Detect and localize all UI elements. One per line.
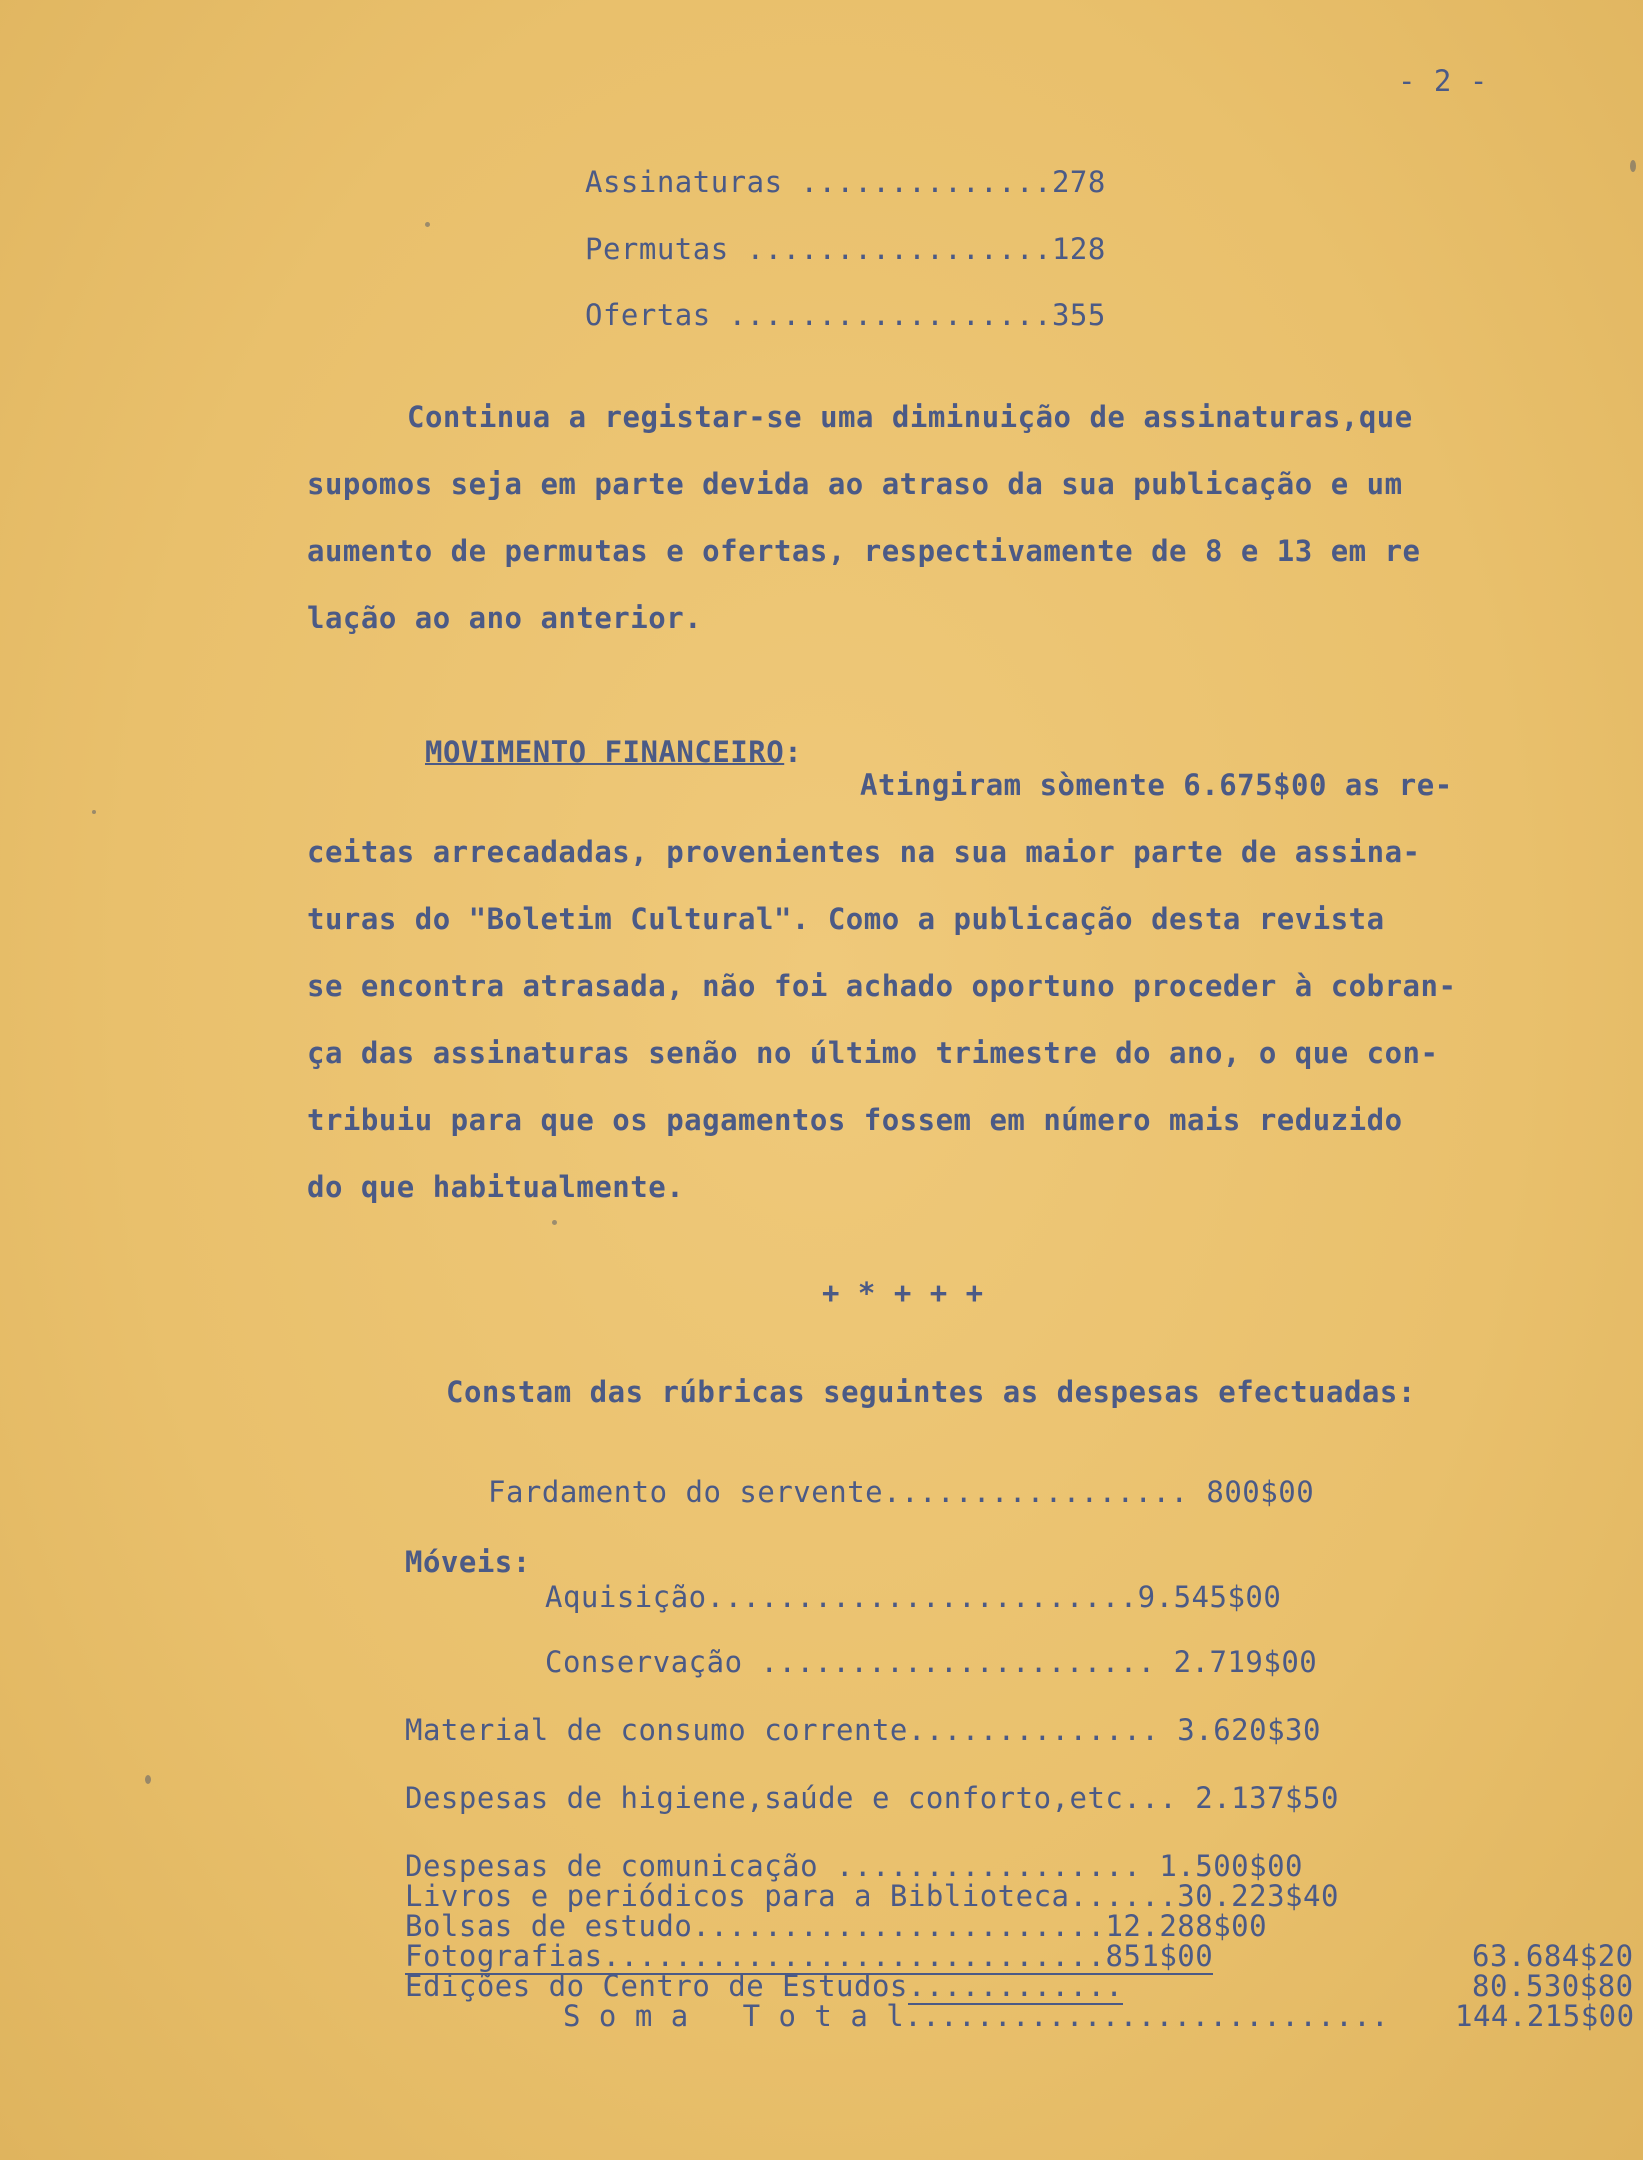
expense-label: Fardamento do servente: [488, 1475, 884, 1509]
expense-row-material: [405, 1713, 1321, 1747]
expense-label: Bolsas de estudo: [405, 1909, 693, 1943]
total-label: S o m a T o t a l: [563, 1999, 905, 2033]
expense-dots: .................: [883, 1475, 1207, 1509]
expense-row-bolsas: [405, 1911, 1267, 1941]
paragraph-line: aumento de permutas e ofertas, respectivamente de 8 e 13 em re: [307, 534, 1421, 568]
expense-dots: ............................: [602, 1939, 1106, 1973]
paper-speck: [552, 1220, 557, 1225]
stat-label: Ofertas: [585, 298, 711, 332]
paper-speck: [92, 810, 96, 814]
section-separator: + * + + +: [822, 1276, 984, 1310]
expense-subtotal: 63.684$20: [1472, 1939, 1634, 1973]
stat-dots: ..................: [710, 298, 1052, 332]
expense-dots: ...: [1123, 1781, 1196, 1815]
paragraph-line: turas do "Boletim Cultural". Como a publicação desta revista: [307, 902, 1385, 936]
expense-value: 30.223$40: [1177, 1879, 1339, 1913]
expense-row-conservacao: [545, 1645, 1317, 1679]
paragraph-line: supomos seja em parte devida ao atraso da sua publicação e um: [307, 467, 1403, 501]
expense-row-livros: [405, 1881, 1339, 1911]
expense-row-fardamento: [488, 1475, 1314, 1509]
stat-row-assinaturas: [585, 165, 1106, 199]
paragraph-line: tribuiu para que os pagamentos fossem em número mais reduzido: [307, 1103, 1403, 1137]
paragraph-line: ceitas arrecadadas, provenientes na sua maior parte de assina-: [307, 835, 1421, 869]
expense-dots: ......................: [742, 1645, 1174, 1679]
paragraph-line: Atingiram sòmente 6.675$00 as re-: [860, 768, 1453, 802]
expense-value: 3.620$30: [1177, 1713, 1321, 1747]
paragraph-line: ça das assinaturas senão no último trimestre do ano, o que con-: [307, 1036, 1439, 1070]
paper-speck: [145, 1775, 151, 1784]
expense-group-heading: Móveis:: [405, 1545, 531, 1579]
paragraph-line: Continua a registar-se uma diminuição de assinaturas,que: [407, 400, 1413, 434]
page-number: - 2 -: [1398, 64, 1488, 98]
expense-dots: ........................: [706, 1580, 1138, 1614]
expense-dots: .......................: [692, 1909, 1106, 1943]
section-heading: [425, 735, 802, 769]
expense-row-total: [563, 2001, 1389, 2031]
expense-edicoes-value: 80.530$80: [1472, 1969, 1634, 2003]
heading-colon: :: [784, 735, 803, 769]
stat-dots: .................: [728, 232, 1052, 266]
expense-value: 1.500$00: [1159, 1849, 1303, 1883]
heading-text: MOVIMENTO FINANCEIRO: [425, 735, 785, 769]
total-value: 144.215$00: [1455, 1999, 1635, 2033]
expense-value: 2.719$00: [1173, 1645, 1318, 1679]
stat-value: 355: [1051, 298, 1106, 332]
expense-row-fotografias: [405, 1941, 1213, 1971]
paragraph-line: do que habitualmente.: [307, 1170, 685, 1204]
expense-row-comunicacao: [405, 1851, 1303, 1881]
paper-speck: [425, 222, 430, 227]
stat-dots: ..............: [782, 165, 1052, 199]
expense-row-aquisicao: [545, 1580, 1281, 1614]
stat-value: 128: [1051, 232, 1106, 266]
paper-speck: [1630, 160, 1636, 172]
total-dots: ...........................: [904, 1999, 1390, 2033]
expense-label: Despesas de higiene,saúde e conforto,etc: [405, 1781, 1124, 1815]
stat-row-ofertas: [585, 298, 1106, 332]
expense-label: Aquisição: [545, 1580, 707, 1614]
expense-label: Fotografias: [405, 1939, 603, 1973]
expense-label: Livros e periódicos para a Biblioteca: [405, 1879, 1070, 1913]
expense-value: 851$00: [1105, 1939, 1214, 1973]
expenses-intro: Constam das rúbricas seguintes as despesas efectuadas:: [446, 1375, 1416, 1409]
expense-value: 9.545$00: [1137, 1580, 1282, 1614]
expense-dots: ......: [1069, 1879, 1178, 1913]
expense-value: 800$00: [1206, 1475, 1315, 1509]
expense-value: 12.288$00: [1105, 1909, 1268, 1943]
paragraph-line: lação ao ano anterior.: [307, 601, 703, 635]
expense-dots: ..............: [907, 1713, 1178, 1747]
expense-row-edicoes: [405, 1971, 1123, 2001]
expense-dots: .................: [818, 1849, 1160, 1883]
stat-label: Assinaturas: [585, 165, 783, 199]
stat-row-permutas: [585, 232, 1106, 266]
expense-value: 2.137$50: [1195, 1781, 1339, 1815]
expense-label: Despesas de comunicação: [405, 1849, 819, 1883]
stat-value: 278: [1051, 165, 1106, 199]
paragraph-line: se encontra atrasada, não foi achado oportuno proceder à cobran-: [307, 969, 1457, 1003]
expense-label: Material de consumo corrente: [405, 1713, 908, 1747]
expense-row-higiene: [405, 1781, 1339, 1815]
expense-label: Edições do Centro de Estudos: [405, 1969, 908, 2003]
stat-label: Permutas: [585, 232, 729, 266]
expense-dots: ............: [907, 1969, 1124, 2003]
expense-label: Conservação: [545, 1645, 743, 1679]
